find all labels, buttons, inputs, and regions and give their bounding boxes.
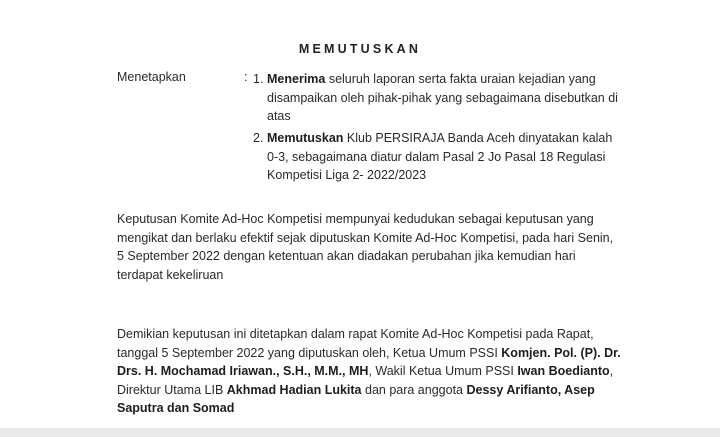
name-bold: Drs. H. Mochamad Iriawan., S.H., M.M., MH xyxy=(117,364,369,378)
bottom-divider-bar xyxy=(0,428,720,437)
item-text-line: disampaikan oleh pihak-pihak yang sebagaimana disebutkan di xyxy=(267,90,618,105)
item-text-line: seluruh laporan serta fakta uraian kejadian yang xyxy=(325,72,596,86)
paragraph-line: mengikat dan berlaku efektif sejak diputuskan Komite Ad-Hoc Kompetisi, pada hari Senin, xyxy=(117,230,614,245)
name-bold: Iwan Boedianto xyxy=(517,364,610,378)
name-bold: Saputra dan Somad xyxy=(117,401,235,415)
name-bold: Akhmad Hadian Lukita xyxy=(226,382,362,397)
paragraph-line xyxy=(117,381,657,400)
text-span: tanggal 5 September 2022 yang diputuskan oleh, Ketua Umum PSSI xyxy=(117,345,502,360)
name-bold: Komjen. Pol. (P). Dr. xyxy=(501,345,621,360)
item-text-line: Klub PERSIRAJA Banda Aceh dinyatakan kalah xyxy=(343,131,613,145)
item-body xyxy=(267,129,657,185)
text-span: Direktur Utama LIB xyxy=(117,382,227,397)
paragraph-keputusan xyxy=(117,210,657,284)
item-body xyxy=(267,70,657,126)
text-span: , xyxy=(609,364,614,378)
item-number: 1. xyxy=(253,72,264,86)
item-text-line: atas xyxy=(267,109,291,123)
item-keyword: Menerima xyxy=(267,72,326,86)
paragraph-line: Demikian keputusan ini ditetapkan dalam rapat Komite Ad-Hoc Kompetisi pada Rapat, xyxy=(117,327,594,341)
paragraph-demikian xyxy=(117,325,657,418)
paragraph-line xyxy=(117,344,657,363)
paragraph-line: terdapat kekeliruan xyxy=(117,267,224,282)
text-span: dan para anggota xyxy=(361,382,467,397)
paragraph-line xyxy=(117,399,657,418)
name-bold: Dessy Arifianto, Asep xyxy=(466,382,595,397)
document-title: MEMUTUSKAN xyxy=(298,42,422,56)
paragraph-line xyxy=(117,362,657,381)
paragraph-line: Keputusan Komite Ad-Hoc Kompetisi mempunyai kedudukan sebagai keputusan yang xyxy=(117,212,594,226)
menetapkan-label: Menetapkan xyxy=(117,70,186,84)
item-text-line: Kompetisi Liga 2- 2022/2023 xyxy=(267,168,427,182)
item-number: 2. xyxy=(253,131,264,145)
item-keyword: Memutuskan xyxy=(267,131,344,145)
paragraph-line: 5 September 2022 dengan ketentuan akan diadakan perubahan jika kemudian hari xyxy=(117,249,576,263)
text-span: , Wakil Ketua Umum PSSI xyxy=(368,364,518,378)
item-text-line: 0-3, sebagaimana diatur dalam Pasal 2 Jo Pasal 18 Regulasi xyxy=(267,149,606,164)
label-colon: : xyxy=(244,70,248,84)
